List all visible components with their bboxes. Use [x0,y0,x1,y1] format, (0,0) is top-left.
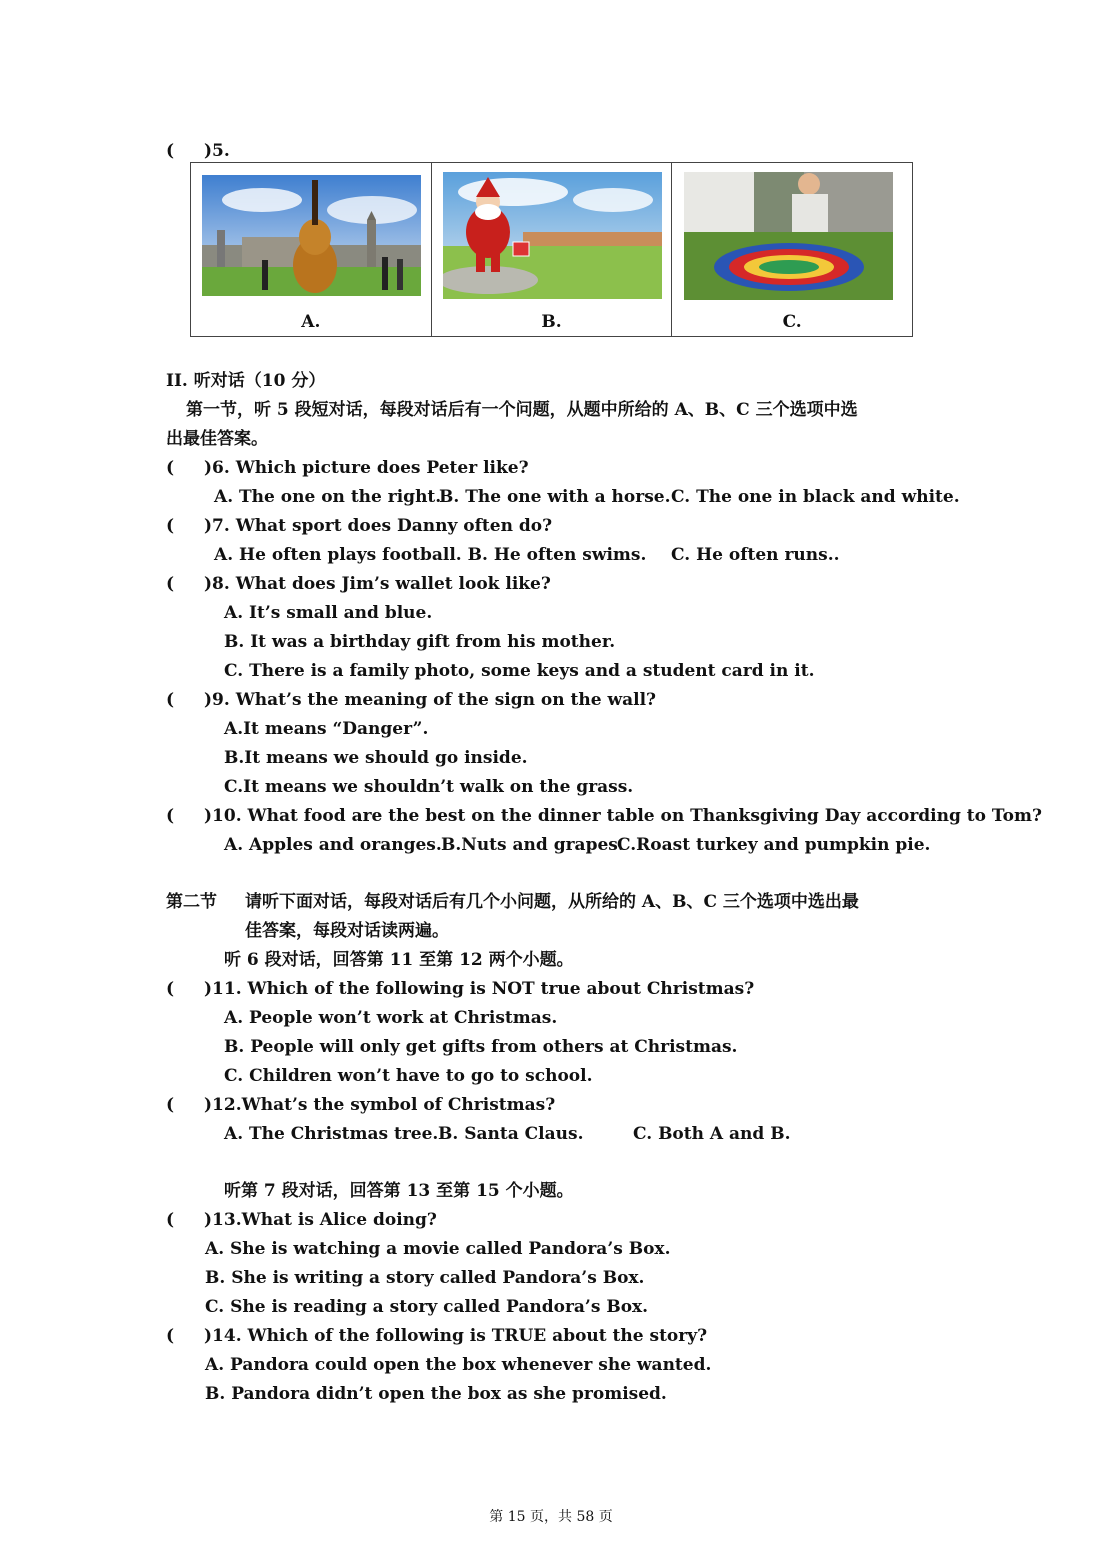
answer-bracket: ( [166,1095,175,1115]
answer-bracket: ( [166,690,175,710]
option-c: C.Roast turkey and pumpkin pie. [617,835,931,855]
picture-option-c [672,163,913,337]
answer-bracket: ( [166,806,175,826]
picture-option-b [431,163,672,337]
option-a: A. She is watching a movie called Pandora’s Box. [205,1239,671,1259]
option-label: B. [541,312,562,332]
picture-options-table [190,162,913,337]
answer-bracket: ( [166,141,175,161]
answer-bracket: ( [166,458,175,478]
option-a: A. It’s small and blue. [224,603,433,623]
question-number: )5. [204,141,230,161]
option-a: A. The Christmas tree. [224,1124,439,1144]
answer-bracket: ( [166,1326,175,1346]
answer-bracket: ( [166,979,175,999]
option-a: A. The one on the right. [214,487,442,507]
part1-instructions: 第一节，听 5 段短对话，每段对话后有一个问题，从题中所给的 A、B、C 三个选项中选 [186,400,858,420]
question-stem: )13.What is Alice doing? [204,1210,437,1230]
option-c: C. He often runs.. [671,545,840,565]
question-stem: )6. Which picture does Peter like? [204,458,529,478]
option-a: A.It means “Danger”. [224,719,429,739]
option-b: B. She is writing a story called Pandora’s Box. [205,1268,645,1288]
part2-instructions: 请听下面对话，每段对话后有几个小问题，从所给的 A、B、C 三个选项中选出最 [245,892,859,912]
option-a: A. Apples and oranges. [224,835,442,855]
question-stem: )9. What’s the meaning of the sign on the wall? [204,690,656,710]
dialogue-7-instruction: 听第 7 段对话，回答第 13 至第 15 个小题。 [224,1181,574,1201]
question-stem: )14. Which of the following is TRUE about the story? [204,1326,708,1346]
option-c: C.It means we shouldn’t walk on the grass. [224,777,634,797]
page-footer: 第 15 页，共 58 页 [489,1509,613,1525]
part2-heading: 第二节 [166,892,217,912]
option-b: B.It means we should go inside. [224,748,528,768]
part1-instructions-cont: 出最佳答案。 [166,429,268,449]
man-with-sculpture-image [684,172,893,300]
question-stem: )8. What does Jim’s wallet look like? [204,574,551,594]
answer-bracket: ( [166,1210,175,1230]
option-b: B. It was a birthday gift from his mother. [224,632,616,652]
option-c: C. Children won’t have to go to school. [224,1066,593,1086]
question-stem: )7. What sport does Danny often do? [204,516,553,536]
answer-bracket: ( [166,516,175,536]
option-a: A. Pandora could open the box whenever she wanted. [205,1355,712,1375]
option-a: A. People won’t work at Christmas. [224,1008,558,1028]
option-b: B. The one with a horse. [439,487,671,507]
dialogue-6-instruction: 听 6 段对话，回答第 11 至第 12 两个小题。 [224,950,574,970]
option-c: C. She is reading a story called Pandora’s Box. [205,1297,649,1317]
option-b: B. Pandora didn’t open the box as she promised. [205,1384,667,1404]
option-label: C. [782,312,802,332]
santa-statue-image [443,172,662,299]
question-stem: )10. What food are the best on the dinner table on Thanksgiving Day according to Tom? [204,806,1042,826]
question-stem: )11. Which of the following is NOT true about Christmas? [204,979,755,999]
question-stem: )12.What’s the symbol of Christmas? [204,1095,556,1115]
option-b: B.Nuts and grapes. [441,835,624,855]
section-title: II. 听对话（10 分） [166,371,326,391]
option-b: B. Santa Claus. [438,1124,584,1144]
answer-bracket: ( [166,574,175,594]
part2-instructions-cont: 佳答案，每段对话读两遍。 [245,921,449,941]
option-c: C. Both A and B. [633,1124,791,1144]
option-c: C. There is a family photo, some keys and a student card in it. [224,661,815,681]
option-b: B. People will only get gifts from others at Christmas. [224,1037,738,1057]
option-c: C. The one in black and white. [671,487,960,507]
violin-sculpture-image [202,175,421,296]
picture-option-a [191,163,432,337]
option-a-b: A. He often plays football. B. He often swims. [214,545,647,565]
option-label: A. [301,312,321,332]
